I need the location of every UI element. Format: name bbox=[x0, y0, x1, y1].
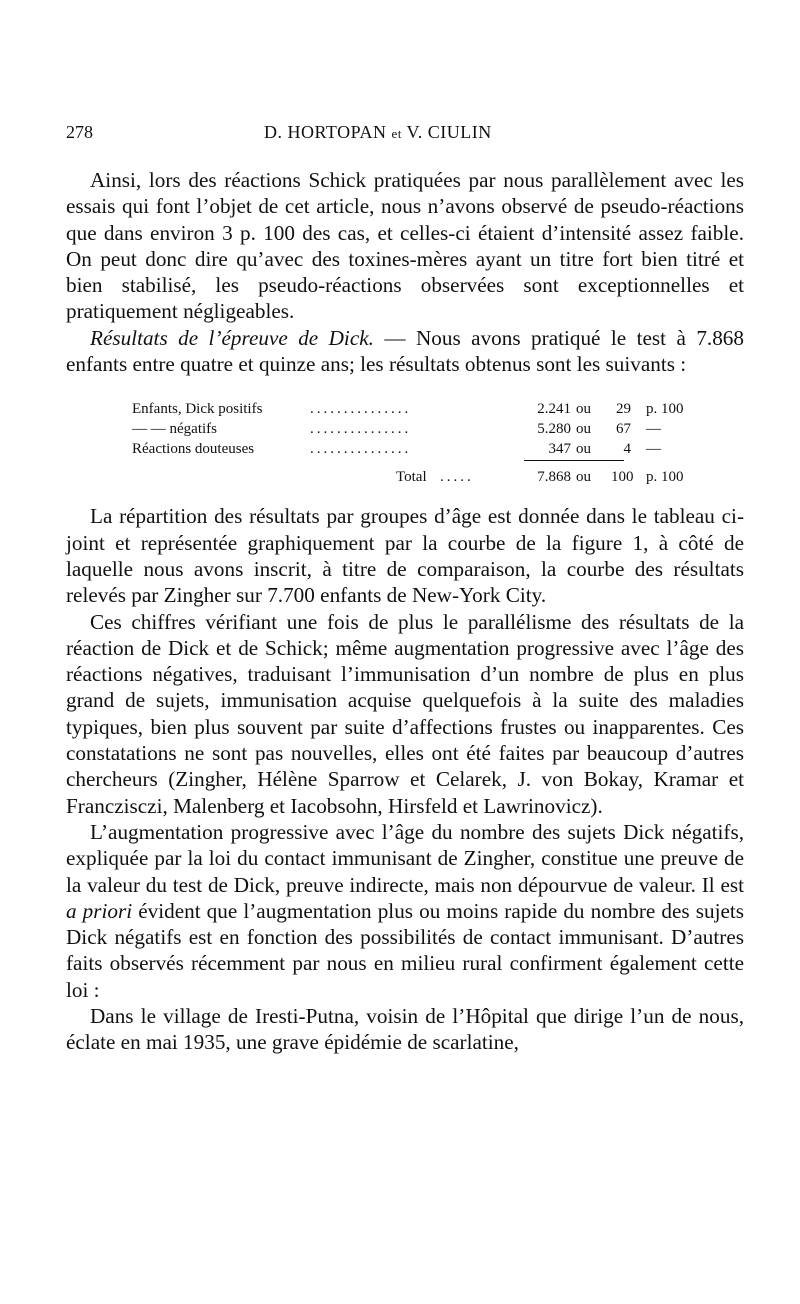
body-text-continued bbox=[66, 503, 744, 1055]
paragraph-age-distribution: La répartition des résultats par groupes d’âge est donnée dans le tableau ci-joint et représentée graphiquement par la courbe de la figure 1, à côté de laquelle nous avons inscrit, à titre de comparaison, la courbe des résultats relevés par Zingher sur 7.700 enfants de New-York City. bbox=[66, 504, 744, 608]
a-priori-italic: a priori bbox=[66, 898, 133, 923]
authors bbox=[264, 122, 492, 143]
row-percent: 29 bbox=[616, 401, 631, 418]
dot-leader: ............... bbox=[310, 421, 412, 438]
authors-conjunction: et bbox=[391, 126, 402, 141]
paragraph-immunisation-part-1: L’augmentation progressive avec l’âge du nombre des sujets Dick négatifs, expliquée par la loi du contact immunisant de Zingher, constitue une preuve de la valeur du test de Dick, preuve indirecte, mais non dépourvue de valeur. Il est bbox=[66, 819, 744, 897]
total-unit: p. 100 bbox=[646, 469, 684, 486]
table-row bbox=[66, 439, 744, 459]
paragraph-parallelism: Ces chiffres vérifiant une fois de plus le parallélisme des résultats de la réaction de Dick et de Schick; même augmentation progressive avec l’âge des réactions négatives, traduisant l’immunisation d’un nombre de plus en plus grand de sujets, immunisation acquise quelquefois à la suite des maladies typiques, bien plus souvent par suite d’affections frustes ou inapparentes. Ces constatations ne sont pas nouvelles, elles ont été faites par beaucoup d’autres chercheurs (Zingher, Hélène Sparrow et Celarek, J. von Bokay, Kramar et Franczisczi, Malenberg et Iacobsohn, Hirsfeld et Lawrinovicz). bbox=[66, 609, 744, 818]
row-unit: — bbox=[646, 421, 661, 438]
row-label: Réactions douteuses bbox=[132, 441, 255, 458]
row-count: 5.280 bbox=[537, 421, 571, 438]
total-percent: 100 bbox=[611, 469, 634, 486]
row-percent: 67 bbox=[616, 421, 631, 438]
table-row bbox=[66, 399, 744, 419]
paragraph-dick-results-body: — Nous avons pratiqué le test à 7.868 enfants entre quatre et quinze ans; les résultats obtenus sont les suivants : bbox=[66, 325, 744, 377]
paragraph-immunisation bbox=[66, 819, 744, 1003]
dot-leader: ............... bbox=[310, 401, 412, 418]
author-1: D. HORTOPAN bbox=[264, 122, 387, 142]
row-count: 347 bbox=[548, 441, 571, 458]
paragraph-immunisation-part-2: évident que l’augmentation plus ou moins rapide du nombre des sujets Dick négatifs est en fonction des possibilités de contact immunisant. D’autres faits observés récemment par nous en milieu rural confirment également cette loi : bbox=[66, 898, 745, 1002]
page bbox=[66, 122, 744, 1056]
row-count: 2.241 bbox=[537, 401, 571, 418]
page-number: 278 bbox=[66, 122, 93, 142]
row-ou: ou bbox=[576, 441, 591, 458]
body-text bbox=[66, 167, 744, 377]
paragraph-dick-results bbox=[66, 325, 744, 378]
results-table bbox=[66, 399, 744, 495]
row-unit: — bbox=[646, 441, 661, 458]
row-ou: ou bbox=[576, 421, 591, 438]
running-head bbox=[66, 122, 744, 148]
row-unit: p. 100 bbox=[646, 401, 684, 418]
section-heading-dick: Résultats de l’épreuve de Dick. bbox=[90, 325, 374, 350]
paragraph-iresti-putna: Dans le village de Iresti-Putna, voisin de l’Hôpital que dirige l’un de nous, éclate en mai 1935, une grave épidémie de scarlatine, bbox=[66, 1004, 744, 1055]
row-label: — — négatifs bbox=[132, 421, 217, 438]
total-rule bbox=[524, 460, 624, 461]
row-label: Enfants, Dick positifs bbox=[132, 401, 263, 418]
total-count: 7.868 bbox=[537, 469, 571, 486]
total-label: Total bbox=[396, 469, 427, 486]
table-row bbox=[66, 419, 744, 439]
row-ou: ou bbox=[576, 401, 591, 418]
table-total-row bbox=[66, 467, 744, 487]
row-percent: 4 bbox=[623, 441, 631, 458]
dot-leader: ............... bbox=[310, 441, 412, 458]
total-ou: ou bbox=[576, 469, 591, 486]
paragraph-pseudo-reactions: Ainsi, lors des réactions Schick pratiquées par nous parallèlement avec les essais qui font l’objet de cet article, nous n’avons observé de pseudo-réactions que dans environ 3 p. 100 des cas, et celles-ci étaient d’intensité assez faible. On peut donc dire qu’avec des toxines-mères ayant un titre fort bien titré et bien stabilisé, les pseudo-réactions observées sont exceptionnelles et pratiquement négligeables. bbox=[66, 168, 744, 324]
author-2: V. CIULIN bbox=[406, 122, 492, 142]
total-dots: ..... bbox=[440, 469, 474, 486]
